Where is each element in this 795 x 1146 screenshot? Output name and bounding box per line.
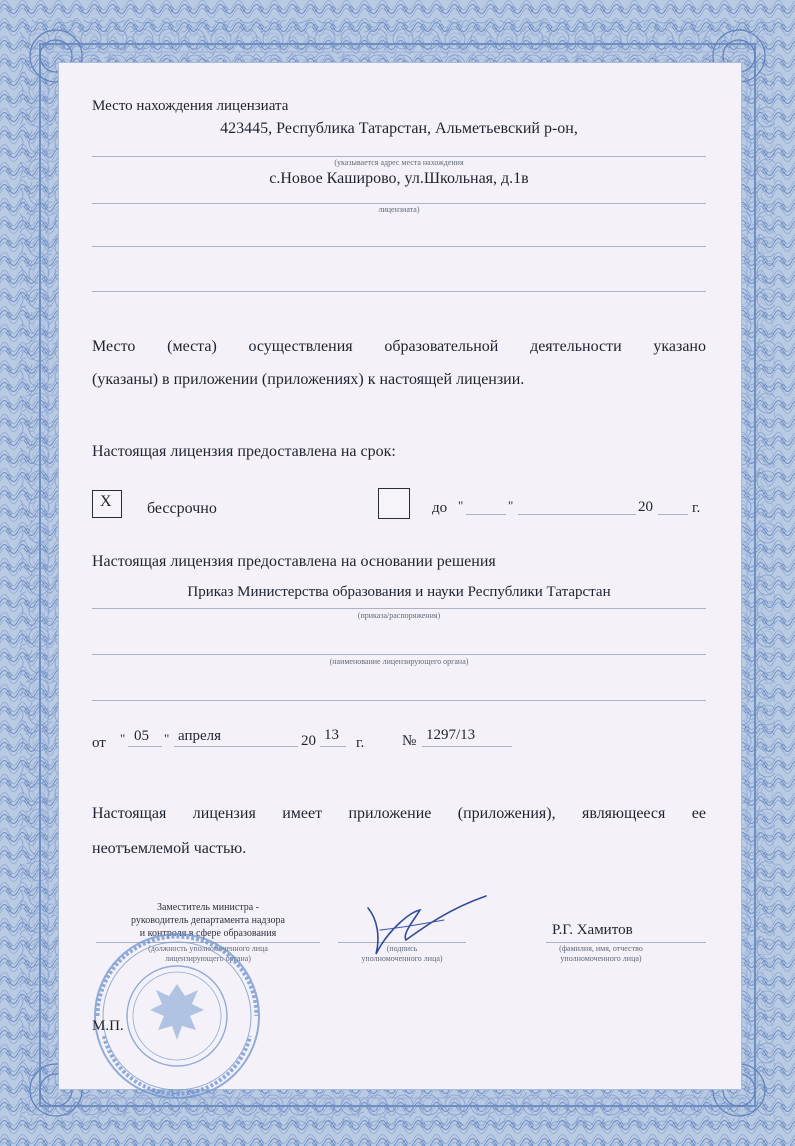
signatory-name-caption <box>546 944 656 964</box>
until-day-rule <box>466 514 506 515</box>
address-line-2: с.Новое Каширово, ул.Школьная, д.1в <box>269 170 529 187</box>
blank-rule-1 <box>92 246 706 247</box>
signature-caption-1: (подпись <box>386 944 418 953</box>
until-month-rule <box>518 514 636 515</box>
appendix-line-1: Настоящая лицензия имеет приложение (приложения), являющееся ее <box>92 805 706 822</box>
date-quote-open: " <box>120 731 126 746</box>
stamp-place-label: М.П. <box>92 1018 124 1034</box>
appendix-line-2: неотъемлемой частью. <box>92 840 247 857</box>
date-month-rule <box>174 746 298 747</box>
signatory-name-caption-2: уполномоченного лица) <box>560 954 642 963</box>
signatory-name-rule <box>546 942 706 943</box>
basis-decision: Приказ Министерства образования и науки Республики Татарстан <box>187 584 611 600</box>
activity-places-line-1: Место (места) осуществления образовательной деятельности указано <box>92 338 706 355</box>
address-rule-2 <box>92 203 706 204</box>
signature-caption-2: уполномоченного лица) <box>361 954 443 963</box>
address-line-1: 423445, Республика Татарстан, Альметьевский р-он, <box>220 120 578 137</box>
basis-rule-3 <box>92 700 706 701</box>
address-rule-1 <box>92 156 706 157</box>
until-quote-open: " <box>458 498 464 513</box>
until-year-suffix: г. <box>692 500 701 516</box>
term-heading: Настоящая лицензия предоставлена на срок: <box>92 443 396 460</box>
until-year-prefix: 20 <box>638 499 653 515</box>
signatory-position-line-1: Заместитель министра - <box>156 902 260 913</box>
indefinite-label: бессрочно <box>147 500 217 517</box>
basis-caption-authority: (наименование лицензирующего органа) <box>329 657 469 666</box>
signatory-position-line-2: руководитель департамента надзора <box>131 915 285 926</box>
basis-caption-order: (приказа/распоряжения) <box>357 611 441 620</box>
date-number-rule <box>422 746 512 747</box>
date-year-unit: г. <box>356 735 365 751</box>
date-year-prefix: 20 <box>301 733 316 749</box>
until-label: до <box>432 500 448 516</box>
indefinite-checkbox <box>92 490 122 518</box>
licensee-location-heading: Место нахождения лицензиата <box>92 98 289 114</box>
date-day: 05 <box>134 728 149 744</box>
date-year-rule <box>320 746 346 747</box>
date-quote-close: " <box>164 731 170 746</box>
signatory-position-caption-2: лицензирующего органа) <box>165 954 251 963</box>
signature-scribble <box>350 890 500 960</box>
date-day-rule <box>128 746 162 747</box>
date-number: 1297/13 <box>426 727 476 743</box>
until-year-rule <box>658 514 688 515</box>
signatory-name: Р.Г. Хамитов <box>552 922 633 938</box>
signatory-name-caption-1: (фамилия, имя, отчество <box>559 944 643 953</box>
until-date-checkbox <box>378 488 410 519</box>
official-seal <box>84 926 270 1102</box>
address-caption-1: (указывается адрес места нахождения <box>334 158 464 167</box>
address-caption-2: лицензиата) <box>378 205 420 214</box>
activity-places-line-2: (указаны) в приложении (приложениях) к настоящей лицензии. <box>92 371 525 388</box>
until-quote-close: " <box>508 498 514 513</box>
date-month: апреля <box>178 728 222 744</box>
date-year-suffix: 13 <box>324 727 339 743</box>
basis-rule-1 <box>92 608 706 609</box>
date-from-label: от <box>92 735 106 751</box>
basis-heading: Настоящая лицензия предоставлена на основании решения <box>92 553 496 570</box>
basis-rule-2 <box>92 654 706 655</box>
signatory-position-caption-1: (должность уполномоченного лица <box>148 944 268 953</box>
blank-rule-2 <box>92 291 706 292</box>
signatory-position-line-3: и контроля в сфере образования <box>139 928 277 939</box>
indefinite-checkbox-mark: X <box>100 493 112 510</box>
date-number-sign: № <box>402 733 417 749</box>
